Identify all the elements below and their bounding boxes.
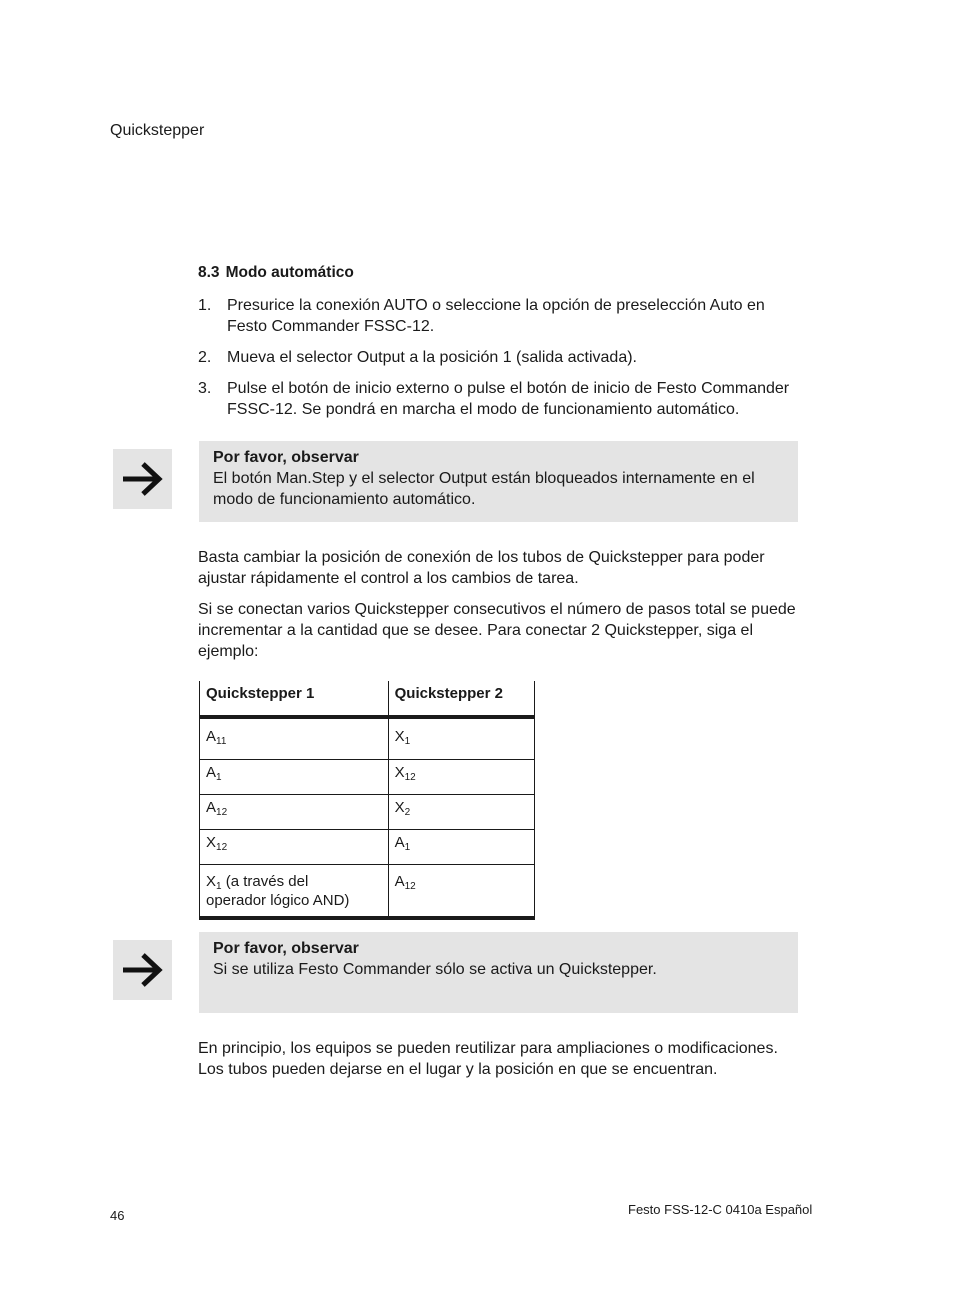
document-id: Festo FSS-12-C 0410a Español [628,1202,813,1217]
note-box [199,932,798,1013]
table-cell: $A_{11}$ [200,717,389,760]
step-number: 3. [198,380,212,397]
note-arrow-box [113,449,172,509]
table-header-row [200,681,535,717]
table-cell: $X_1$ [388,717,534,760]
table-row [200,795,535,830]
paragraph: Si se conectan varios Quickstepper consecutivos el número de pasos total se puede incrementar a la cantidad que se desee. Para conectar 2 Quickstepper, siga el ejemplo: [198,601,796,660]
column-header: Quickstepper 2 [388,681,534,717]
note-title: Por favor, observar [213,449,359,466]
list-item [198,347,798,368]
steps-list [198,295,798,430]
running-header: Quickstepper [110,122,205,139]
note-text: Si se utiliza Festo Commander sólo se activa un Quickstepper. [213,961,657,978]
step-text: Mueva el selector Output a la posición 1 (salida activada). [227,349,637,366]
page-number: 46 [110,1208,125,1223]
table-cell: $A_1$ [200,760,389,795]
table-cell: $X_{12}$ [200,830,389,865]
table-row [200,865,535,919]
paragraph: En principio, los equipos se pueden reutilizar para ampliaciones o modificaciones. Los tubos pueden dejarse en el lugar y la posición en que se encuentran. [198,1040,778,1078]
section-number: 8.3 [198,264,220,281]
note-arrow-box [113,940,172,1000]
table-row [200,717,535,760]
paragraph: Basta cambiar la posición de conexión de los tubos de Quickstepper para poder ajustar rápidamente el control a los cambios de tarea. [198,549,765,587]
table-cell: $X_1$ (a través del operador lógico AND) [200,865,389,919]
section-heading [198,264,354,282]
list-item [198,295,798,337]
step-text: Presurice la conexión AUTO o seleccione la opción de preselección Auto en Festo Commander FSSC-12. [227,297,765,335]
note-title: Por favor, observar [213,940,359,957]
table-cell: $X_2$ [388,795,534,830]
section-title: Modo automático [225,264,354,281]
table-cell: $A_{12}$ [200,795,389,830]
step-text: Pulse el botón de inicio externo o pulse el botón de inicio de Festo Commander FSSC-12. Se pondrá en marcha el modo de funcionamiento automático. [227,380,790,418]
table-row [200,830,535,865]
step-number: 1. [198,297,212,314]
table-row [200,760,535,795]
list-item [198,378,798,420]
arrow-right-icon [121,461,165,497]
column-header: Quickstepper 1 [200,681,389,717]
arrow-right-icon [121,952,165,988]
table-cell: $A_1$ [388,830,534,865]
step-number: 2. [198,349,212,366]
note-text: El botón Man.Step y el selector Output están bloqueados internamente en el modo de funcionamiento automático. [213,470,755,508]
table-cell: $X_{12}$ [388,760,534,795]
table-cell: $A_{12}$ [388,865,534,919]
connection-table [199,681,535,920]
note-box [199,441,798,522]
